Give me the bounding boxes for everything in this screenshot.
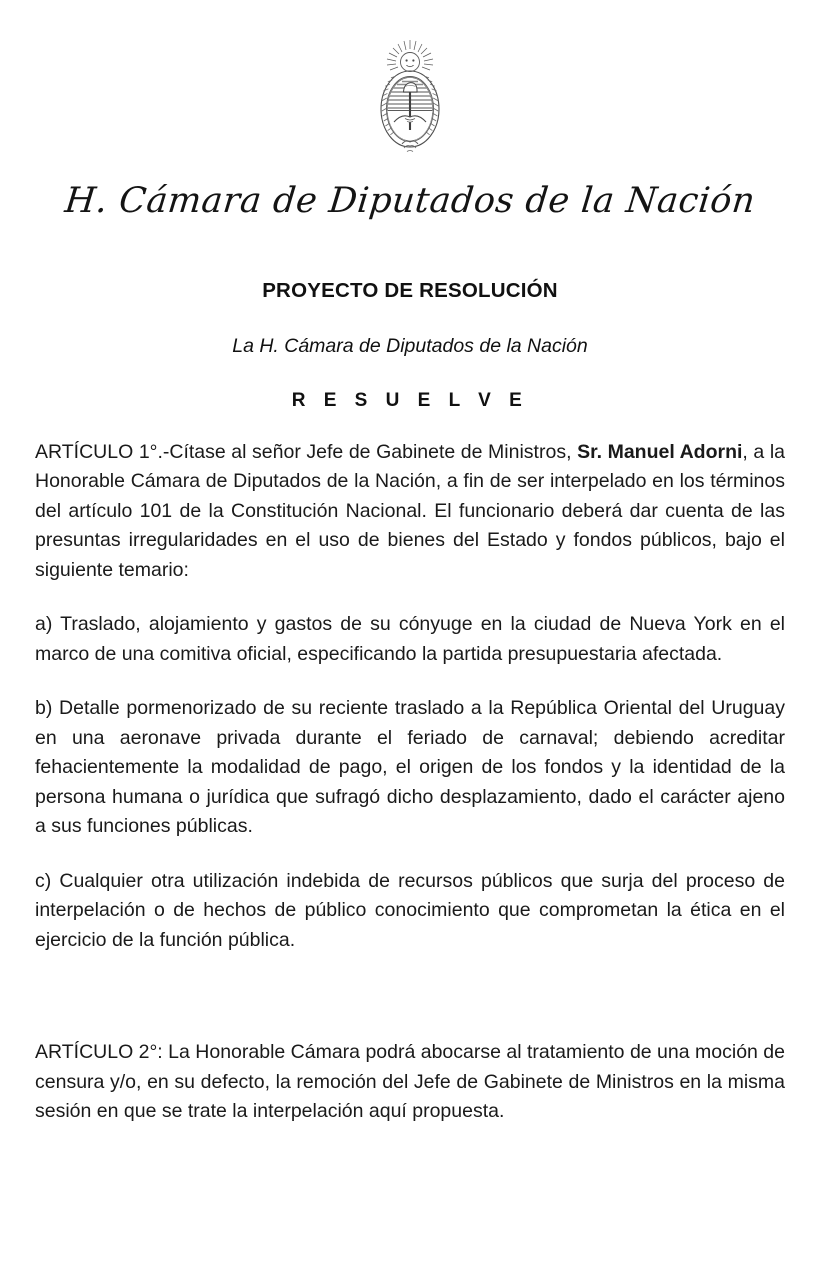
institution-name: H. Cámara de Diputados de la Nación <box>62 181 758 221</box>
resolve-heading: R E S U E L V E <box>291 389 529 411</box>
temario-item-b: b) Detalle pormenorizado de su reciente traslado a la República Oriental del Uruguay en una aeronave privada durante el feriado de carnaval; debiendo acreditar fehacientemente la modalidad de pago, el origen de los fondos y la identidad de la persona humana o jurídica que sufragó dicho desplazamiento, dado el carácter ajeno a sus funciones públicas. <box>35 697 785 837</box>
document-body <box>35 438 785 1127</box>
article-1-highlight: Sr. Manuel Adorni <box>577 440 743 463</box>
letterhead <box>0 0 820 221</box>
temario-item-c: c) Cualquier otra utilización indebida de recursos públicos que surja del proceso de interpelación o de hechos de público conocimiento que comprometan la ética en el ejercicio de la función pública. <box>35 869 785 951</box>
document-title: PROYECTO DE RESOLUCIÓN <box>262 278 558 302</box>
article-1-paragraph <box>35 438 785 586</box>
document-subtitle: La H. Cámara de Diputados de la Nación <box>232 334 588 357</box>
article-separator <box>35 980 785 1038</box>
article-1-lead: ARTÍCULO 1°.-Cítase al señor Jefe de Gabinete de Ministros, <box>35 440 578 463</box>
article-1-rest: , a la Honorable Cámara de Diputados de la Nación, a fin de ser interpelado en los términos del artículo 101 de la Constitución Nacional. El funcionario deberá dar cuenta de las presuntas irregularidades en el uso de bienes del Estado y fondos públicos, bajo el siguiente temario: <box>35 440 786 581</box>
argentine-coat-of-arms-icon <box>364 38 456 160</box>
temario-item-a: a) Traslado, alojamiento y gastos de su cónyuge en la ciudad de Nueva York en el marco de una comitiva oficial, especificando la partida presupuestaria afectada. <box>35 613 785 665</box>
article-2-paragraph: ARTÍCULO 2°: La Honorable Cámara podrá abocarse al tratamiento de una moción de censura y/o, en su defecto, la remoción del Jefe de Gabinete de Ministros en la misma sesión en que se trate la interpelación aquí propuesta. <box>35 1041 785 1122</box>
